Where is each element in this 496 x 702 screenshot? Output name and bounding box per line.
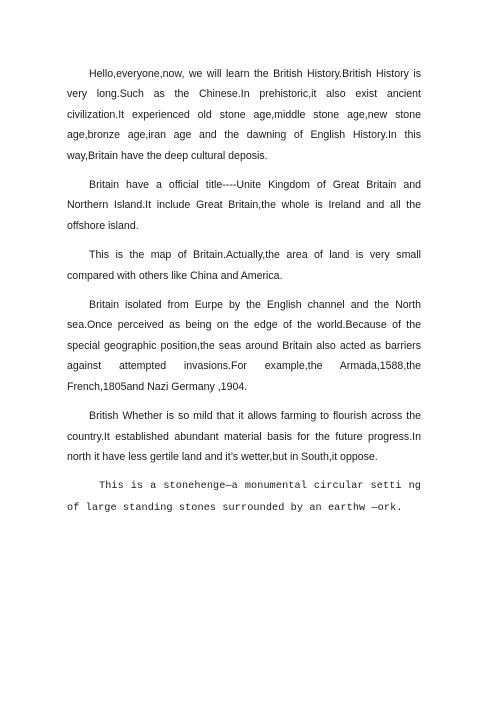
paragraph-weather: British Whether is so mild that it allows farming to flourish across the country.It established abundant material basis for the future progress.In north it have less gertile land and it’s wetter,but in South,it oppose. [67,410,421,463]
paragraph-stonehenge: This is a stonehenge—a monumental circular setti ng of large standing stones surrounded by an earthw —ork. [67,481,421,514]
paragraph-map: This is the map of Britain.Actually,the area of land is very small compared with others like China and America. [67,249,421,282]
document-body [67,64,421,528]
paragraph-official-title: Britain have a official title----Unite Kingdom of Great Britain and Northern Island.It include Great Britain,the whole is Ireland and all the offshore island. [67,179,421,232]
paragraph-geography: Britain isolated from Eurpe by the English channel and the North sea.Once perceived as being on the edge of the world.Because of the special geographic position,the seas around Britain also acted as barriers against attempted invasions.For example,the Armada,1588,the French,1805and Nazi Germany ,1904. [67,299,421,393]
paragraph-history-intro: Hello,everyone,now, we will learn the British History.British History is very long.Such as the Chinese.In prehistoric,it also exist ancient civilization.It experienced old stone age,middle stone age,new stone age,bronze age,iran age and the dawning of English History.In this way,Britain have the deep cultural deposis. [67,68,421,162]
